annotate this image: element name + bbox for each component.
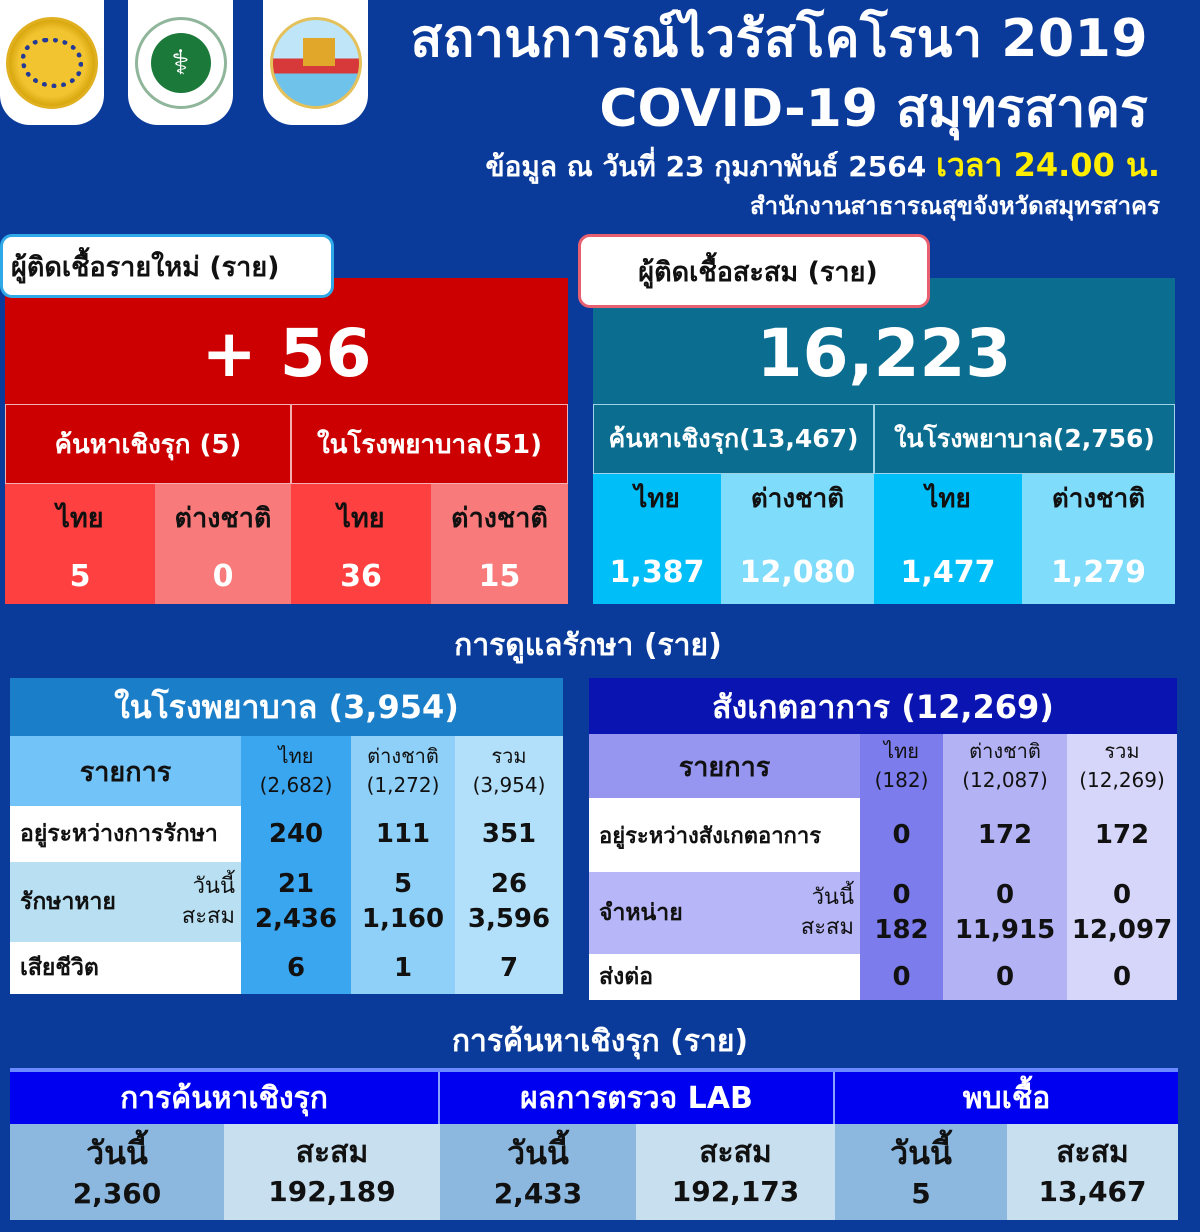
observation-table-title: สังเกตอาการ (12,269) bbox=[589, 678, 1177, 736]
found-cumulative-cell: สะสม 13,467 bbox=[1007, 1124, 1178, 1220]
observation-row-observing: อยู่ระหว่างสังเกตอาการ bbox=[589, 798, 860, 872]
table-cell: 0 12,097 bbox=[1067, 872, 1177, 954]
active-search-today-cell: วันนี้ 2,360 bbox=[10, 1124, 224, 1220]
lab-cumulative-cell: สะสม 192,173 bbox=[636, 1124, 835, 1220]
hospital-table-title: ในโรงพยาบาล (3,954) bbox=[10, 678, 563, 736]
lab-results-group-header: ผลการตรวจ LAB bbox=[440, 1072, 835, 1124]
caduceus-icon: ⚕ bbox=[151, 33, 211, 93]
hospital-col-thai: ไทย (2,682) bbox=[241, 736, 351, 806]
hospital-row-recovered: รักษาหาย วันนี้ สะสม bbox=[10, 862, 241, 942]
observation-row-referred: ส่งต่อ bbox=[589, 954, 860, 1000]
active-search-group-header: การค้นหาเชิงรุก bbox=[10, 1072, 440, 1124]
cumulative-cases-label: ผู้ติดเชื้อสะสม (ราย) bbox=[578, 234, 930, 308]
table-cell: 240 bbox=[241, 806, 351, 862]
new-cases-total: + 56 bbox=[5, 278, 568, 404]
observation-row-discharged: จำหน่าย วันนี้ สะสม bbox=[589, 872, 860, 954]
new-hospital-foreign-cell: ต่างชาติ 15 bbox=[431, 484, 568, 604]
time-text: เวลา 24.00 น. bbox=[935, 146, 1160, 184]
source-office: สำนักงานสาธารณสุขจังหวัดสมุทรสาคร bbox=[749, 192, 1160, 220]
hospital-col-total: รวม (3,954) bbox=[455, 736, 563, 806]
provincial-seal-logo bbox=[0, 0, 104, 125]
care-section-heading: การดูแลรักษา (ราย) bbox=[454, 628, 722, 663]
seal-emblem-icon bbox=[6, 17, 98, 109]
hospital-col-item: รายการ bbox=[10, 736, 241, 806]
cum-search-thai-cell: ไทย 1,387 bbox=[593, 474, 721, 604]
observation-col-thai: ไทย (182) bbox=[860, 734, 943, 798]
active-search-cumulative-cell: สะสม 192,189 bbox=[224, 1124, 440, 1220]
data-date bbox=[485, 140, 1160, 191]
new-search-foreign-cell: ต่างชาติ 0 bbox=[155, 484, 291, 604]
cum-active-search-header: ค้นหาเชิงรุก(13,467) bbox=[593, 404, 874, 474]
ministry-of-public-health-logo bbox=[128, 0, 233, 125]
observation-col-foreign: ต่างชาติ (12,087) bbox=[943, 734, 1067, 798]
observation-col-total: รวม (12,269) bbox=[1067, 734, 1177, 798]
new-cases-label: ผู้ติดเชื้อรายใหม่ (ราย) bbox=[0, 234, 334, 298]
cum-search-foreign-cell: ต่างชาติ 12,080 bbox=[721, 474, 874, 604]
table-cell: 7 bbox=[455, 942, 563, 994]
found-today-cell: วันนี้ 5 bbox=[835, 1124, 1007, 1220]
table-cell: 0 182 bbox=[860, 872, 943, 954]
table-cell: 21 2,436 bbox=[241, 862, 351, 942]
cum-hospital-header: ในโรงพยาบาล(2,756) bbox=[874, 404, 1175, 474]
hospital-row-deaths: เสียชีวิต bbox=[10, 942, 241, 994]
hospital-row-in-treatment: อยู่ระหว่างการรักษา bbox=[10, 806, 241, 862]
date-text: ข้อมูล ณ วันที่ 23 กุมภาพันธ์ 2564 bbox=[485, 150, 936, 183]
table-cell: 351 bbox=[455, 806, 563, 862]
table-cell: 5 1,160 bbox=[351, 862, 455, 942]
junk-ship-icon bbox=[270, 17, 362, 109]
table-cell: 0 bbox=[1067, 954, 1177, 1000]
cumulative-cases-total: 16,223 bbox=[593, 278, 1175, 404]
table-cell: 0 bbox=[860, 954, 943, 1000]
infected-found-group-header: พบเชื้อ bbox=[835, 1072, 1178, 1124]
observation-col-item: รายการ bbox=[589, 734, 860, 798]
table-cell: 0 bbox=[943, 954, 1067, 1000]
table-cell: 1 bbox=[351, 942, 455, 994]
table-cell: 111 bbox=[351, 806, 455, 862]
page-title: สถานการณ์ไวรัสโคโรนา 2019 bbox=[410, 9, 1148, 69]
samut-sakhon-seal-logo bbox=[263, 0, 368, 125]
table-cell: 26 3,596 bbox=[455, 862, 563, 942]
cum-hospital-thai-cell: ไทย 1,477 bbox=[874, 474, 1022, 604]
table-cell: 6 bbox=[241, 942, 351, 994]
active-search-heading: การค้นหาเชิงรุก (ราย) bbox=[451, 1024, 749, 1059]
new-hospital-header: ในโรงพยาบาล(51) bbox=[291, 404, 568, 484]
table-cell: 172 bbox=[943, 798, 1067, 872]
hospital-col-foreign: ต่างชาติ (1,272) bbox=[351, 736, 455, 806]
new-hospital-thai-cell: ไทย 36 bbox=[291, 484, 431, 604]
cum-hospital-foreign-cell: ต่างชาติ 1,279 bbox=[1022, 474, 1175, 604]
lab-today-cell: วันนี้ 2,433 bbox=[440, 1124, 636, 1220]
new-active-search-header: ค้นหาเชิงรุก (5) bbox=[5, 404, 291, 484]
new-search-thai-cell: ไทย 5 bbox=[5, 484, 155, 604]
table-cell: 0 11,915 bbox=[943, 872, 1067, 954]
table-cell: 172 bbox=[1067, 798, 1177, 872]
page-subtitle: COVID-19 สมุทรสาคร bbox=[599, 79, 1148, 139]
table-cell: 0 bbox=[860, 798, 943, 872]
